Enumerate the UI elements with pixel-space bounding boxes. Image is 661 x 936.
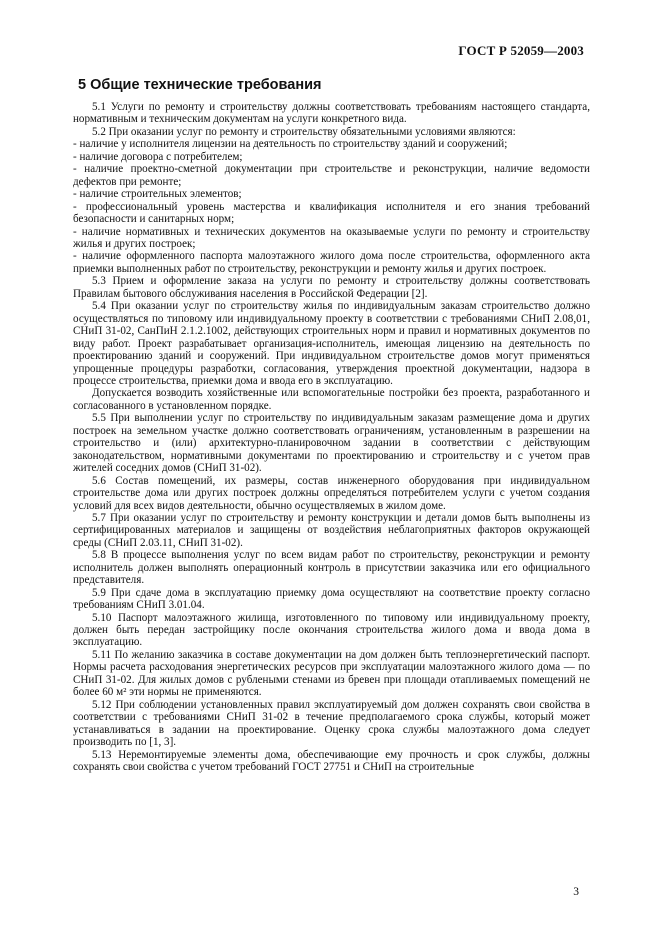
list-item: - наличие у исполнителя лицензии на деятельность по строительству зданий и сооружений;: [73, 138, 508, 151]
paragraph-5-1: 5.1 Услуги по ремонту и строительству должны соответствовать требованиям настоящего стандарта, нормативным и техническим документам на услуги конкретного вида.: [73, 101, 590, 126]
page-number: 3: [573, 886, 579, 898]
paragraph-5-13: 5.13 Неремонтируемые элементы дома, обеспечивающие ему прочность и срок службы, должны сохранять свои свойства с учетом требований ГОСТ 27751 и СНиП на строительные: [73, 748, 590, 774]
paragraph-5-4: 5.4 При оказании услуг по строительству жилья по индивидуальным заказам строительство должно осуществляться по типовому или индивидуальному проекту в соответствии с требованиями СНиП 2.08,01, СНиП 31-02, СанПиН 2.1.2.1002, действующих строительных норм и правил и нормативных документов по виду работ. Проект разрабатывает организация-исполнитель, имеющая лицензию на деятельность по проектированию зданий и сооружений. При индивидуальном строительстве домов могут применяться упрощенные процедуры разработки, согласования, утверждения проектной документации, надзора в процессе строительства, приемки дома и ввода его в эксплуатацию.: [73, 300, 590, 387]
list-item: - наличие оформленного паспорта малоэтажного жилого дома после строительства, оформленного акта приемки выполненных работ по строительству, реконструкции и ремонту жилья и других построек.: [73, 250, 590, 275]
paragraph-5-10: 5.10 Паспорт малоэтажного жилища, изготовленного по типовому или индивидуальному проекту, должен быть передан застройщику после окончания строительства жилого дома и ввода дома в эксплуатацию.: [73, 611, 590, 649]
paragraph-5-4-note: Допускается возводить хозяйственные или вспомогательные постройки без проекта, разработанного и согласованного в установленном порядке.: [73, 387, 590, 412]
paragraph-5-9: 5.9 При сдаче дома в эксплуатацию приемку дома осуществляют на соответствие проекту согласно требованиям СНиП 3.01.04.: [73, 586, 590, 612]
paragraph-5-8: 5.8 В процессе выполнения услуг по всем видам работ по строительству, реконструкции и ремонту исполнитель должен выполнять операционный контроль в присутствии заказчика или его официального представителя.: [73, 549, 590, 587]
paragraph-5-2: 5.2 При оказании услуг по ремонту и строительству обязательными условиями являются:: [92, 125, 516, 138]
list-item: - наличие строительных элементов;: [73, 188, 242, 201]
section-body: [73, 101, 590, 773]
list-item: - наличие договора с потребителем;: [73, 150, 243, 163]
paragraph-5-6: 5.6 Состав помещений, их размеры, состав инженерного оборудования при индивидуальном строительстве дома или других построек должны определяться потребителем услуги с учетом создания условий для всех видов деятельности, обычно осуществляемых в жилом доме.: [73, 474, 590, 512]
paragraph-5-3: 5.3 Прием и оформление заказа на услуги по ремонту и строительству должны соответствовать Правилам бытового обслуживания населения в Российской Федерации [2].: [73, 275, 590, 300]
list-item: - наличие нормативных и технических документов на оказываемые услуги по ремонту и строительству жилья и других построек;: [73, 225, 590, 250]
paragraph-5-7: 5.7 При оказании услуг по строительству и ремонту конструкции и детали домов быть выполнены из сертифицированных материалов и защищены от воздействия неблагоприятных факторов окружающей среды (СНиП 2.03.11, СНиП 31-02).: [73, 511, 590, 549]
list-item: - наличие проектно-сметной документации при строительстве и реконструкции, наличие ведомости дефектов при ремонте;: [73, 163, 590, 188]
paragraph-5-5: 5.5 При выполнении услуг по строительству по индивидуальным заказам размещение дома и других построек на земельном участке должно соответствовать ограничениям, установленным в разрешении на строительство и (или) архитектурно-планировочном задании в соответствии с действующим законодательством, нормативными документами по проектированию и строительству и с учетом прав жителей соседних домов (СНиП 31-02).: [73, 412, 590, 475]
list-item: - профессиональный уровень мастерства и квалификация исполнителя и его знания требований безопасности и санитарных норм;: [73, 200, 590, 226]
document-id: ГОСТ Р 52059—2003: [458, 43, 584, 58]
section-heading: 5 Общие технические требования: [78, 77, 322, 93]
paragraph-5-12: 5.12 При соблюдении установленных правил эксплуатируемый дом должен сохранять свои свойства в соответствии с требованиями СНиП 31-02 в течение предполагаемого срока службы, который может устанавливаться в задании на проектирование. Оценку срока службы малоэтажного дома следует производить по [1, 3].: [73, 698, 590, 749]
paragraph-5-11: 5.11 По желанию заказчика в составе документации на дом должен быть теплоэнергетический паспорт. Нормы расчета расходования энергетических ресурсов при эксплуатации малоэтажного жилого дома — по СНиП 31-02. Для жилых домов с рублеными стенами из бревен при площади отапливаемых помещений не более 60 м² эти нормы не применяются.: [73, 648, 590, 699]
